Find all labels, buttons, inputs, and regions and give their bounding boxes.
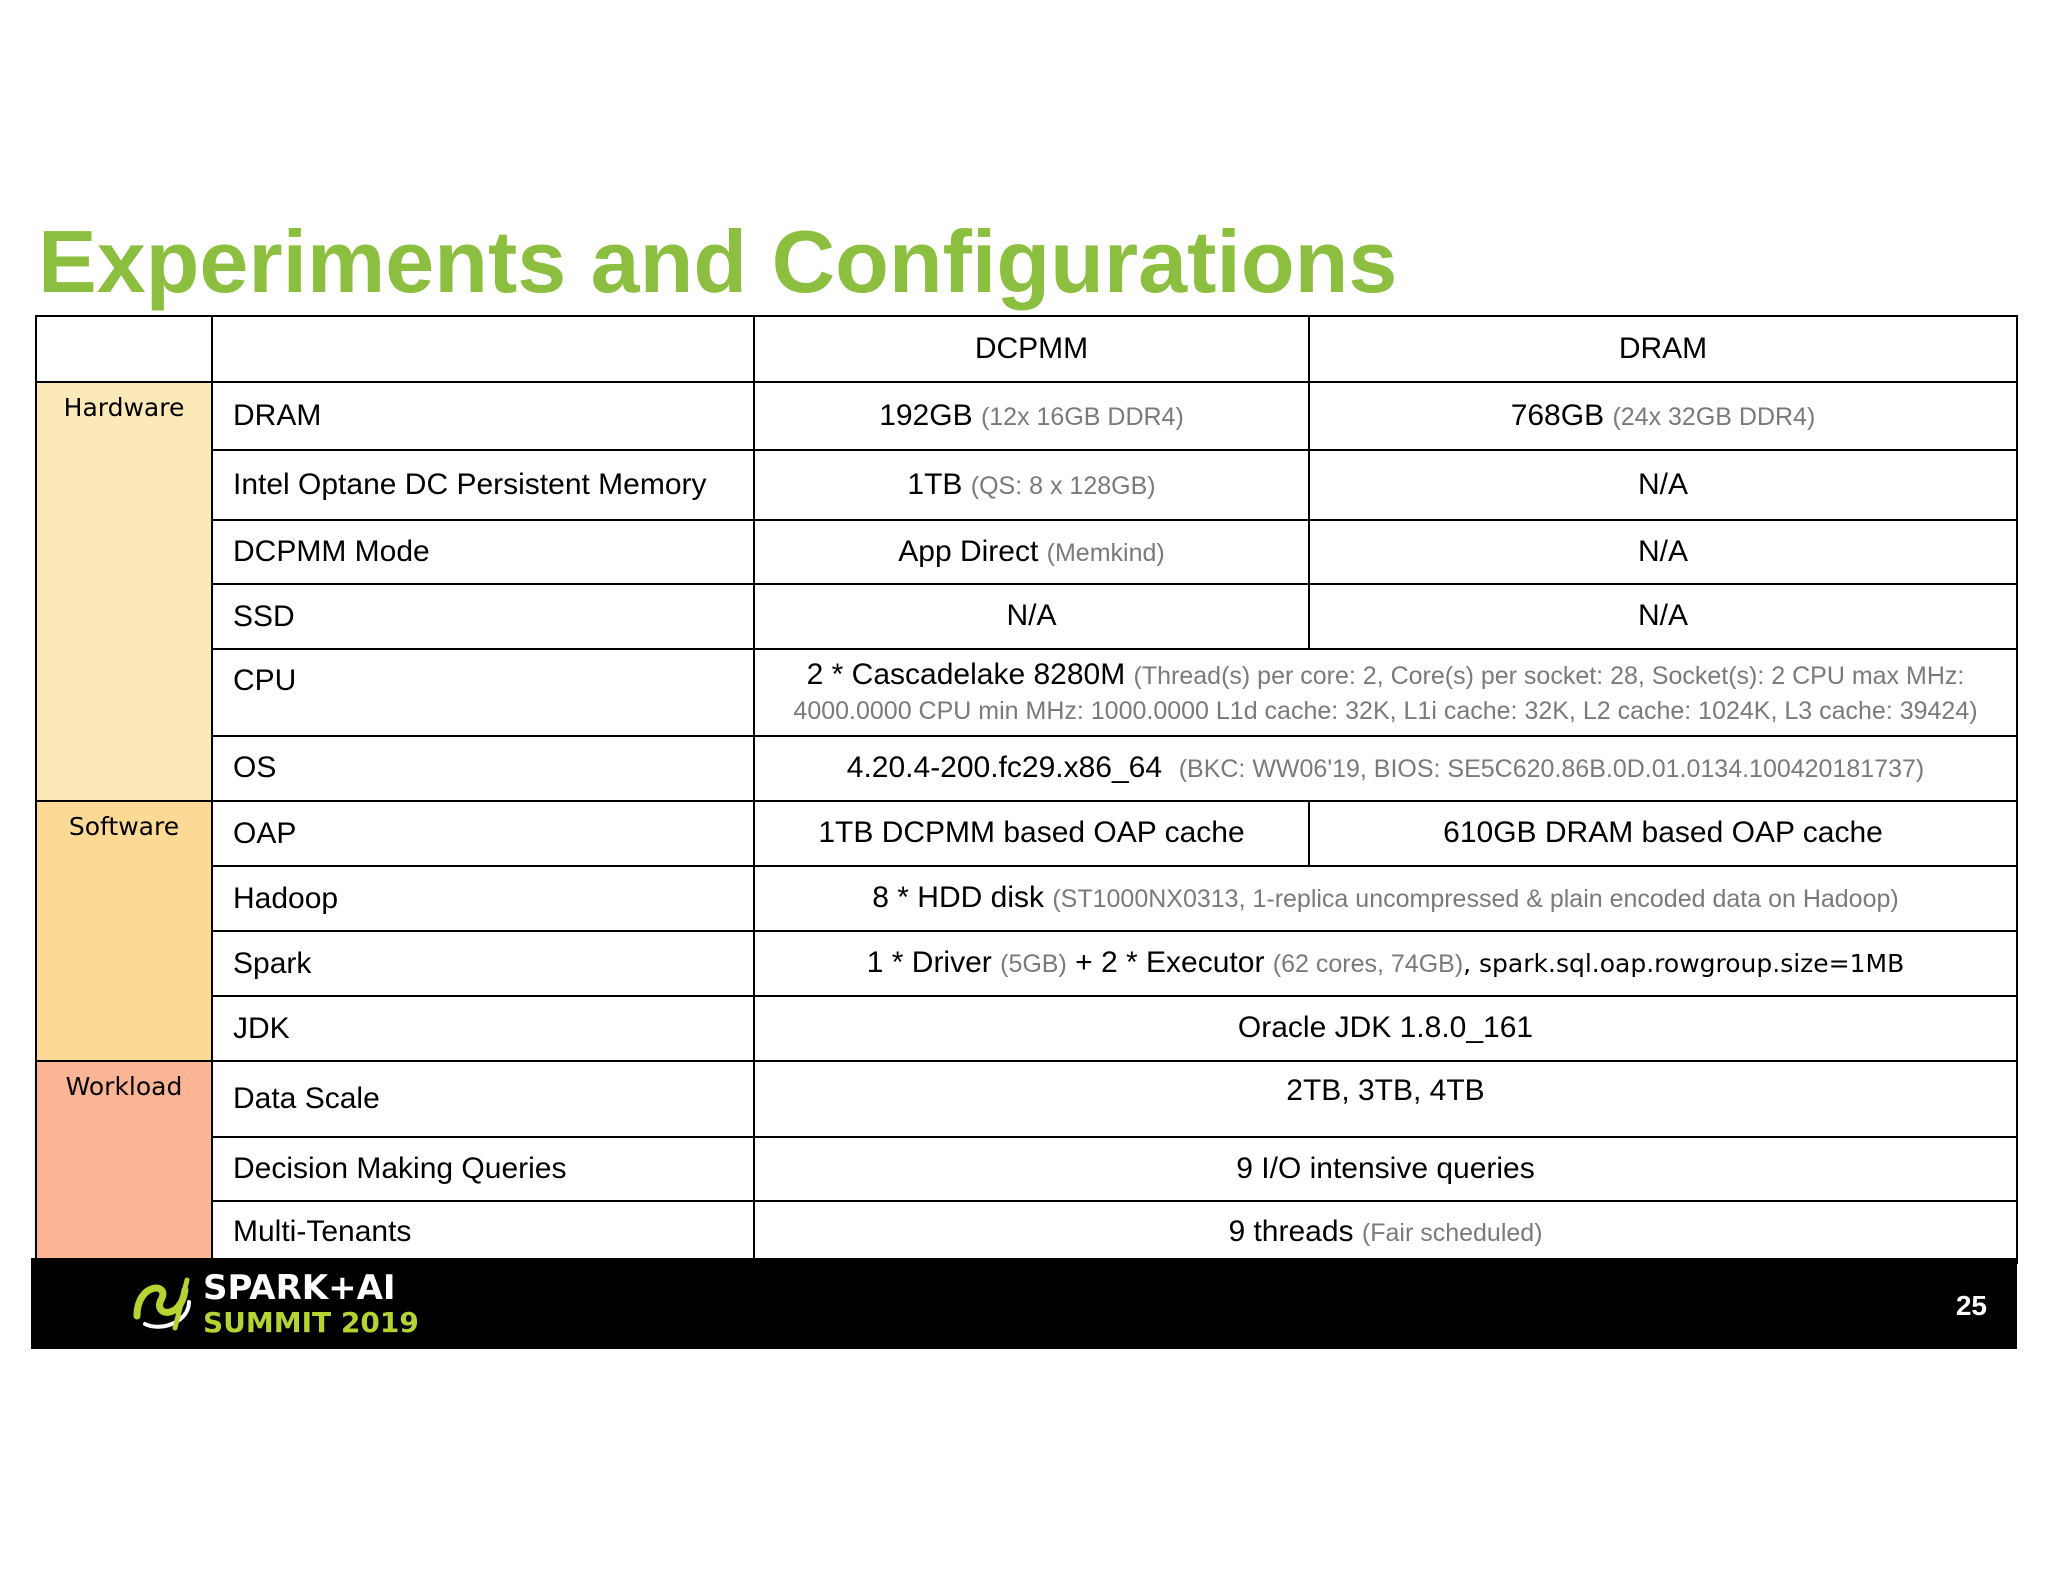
value-note: (Fair scheduled)	[1361, 1218, 1543, 1247]
value-config: , spark.sql.oap.rowgroup.size=1MB	[1463, 949, 1905, 979]
value-optane-dram: N/A	[1309, 450, 2017, 520]
category-workload: Workload	[36, 1061, 212, 1263]
row-os	[36, 736, 2017, 801]
row-oap	[36, 801, 2017, 866]
spark-ai-summit-logo-icon	[131, 1272, 195, 1339]
value-spark	[754, 931, 2017, 996]
value-note: (Thread(s) per core: 2, Core(s) per socket: 28, Socket(s): 2 CPU max MHz: 4000.0000 CPU min MHz: 1000.0000 L1d cache: 32K, L1i cache: 32K, L2 cache: 1024K, L3 cache: 39424)	[793, 662, 1978, 725]
value-main: 768GB	[1510, 398, 1605, 432]
value-mode-dram: N/A	[1309, 520, 2017, 584]
value-note: (BKC: WW06'19, BIOS: SE5C620.86B.0D.01.0134.100420181737)	[1178, 755, 1925, 784]
value-note: (24x 32GB DDR4)	[1612, 402, 1816, 431]
label-dram: DRAM	[212, 382, 754, 450]
header-empty-1	[36, 316, 212, 382]
category-software: Software	[36, 801, 212, 1061]
row-spark	[36, 931, 2017, 996]
value-os	[754, 736, 2017, 801]
row-jdk	[36, 996, 2017, 1061]
table-header-row	[36, 316, 2017, 382]
value-oap-dram: 610GB DRAM based OAP cache	[1309, 801, 2017, 866]
label-optane: Intel Optane DC Persistent Memory	[212, 450, 754, 520]
page-number: 25	[1955, 1290, 1987, 1321]
row-cpu	[36, 649, 2017, 736]
value-ssd-dram: N/A	[1309, 584, 2017, 649]
value-main: + 2 * Executor	[1075, 946, 1265, 980]
value-main: 2 * Cascadelake 8280M	[806, 658, 1126, 691]
label-os: OS	[212, 736, 754, 801]
label-spark: Spark	[212, 931, 754, 996]
value-cpu	[754, 649, 2017, 736]
value-note: (12x 16GB DDR4)	[980, 402, 1184, 431]
logo-text-summit: SUMMIT 2019	[203, 1306, 419, 1339]
value-data-scale: 2TB, 3TB, 4TB	[754, 1061, 2017, 1137]
value-main: 1 * Driver	[866, 946, 992, 980]
value-queries: 9 I/O intensive queries	[754, 1137, 2017, 1201]
header-dram: DRAM	[1309, 316, 2017, 382]
category-hardware: Hardware	[36, 382, 212, 801]
label-tenants: Multi-Tenants	[212, 1201, 754, 1263]
value-tenants	[754, 1201, 2017, 1263]
value-note: (5GB)	[1000, 950, 1067, 979]
label-ssd: SSD	[212, 584, 754, 649]
footer-bar	[31, 1258, 2017, 1349]
label-oap: OAP	[212, 801, 754, 866]
value-main: 4.20.4-200.fc29.x86_64	[846, 751, 1163, 785]
row-data-scale	[36, 1061, 2017, 1137]
row-dcpmm-mode	[36, 520, 2017, 584]
row-queries	[36, 1137, 2017, 1201]
value-dram-dram	[1309, 382, 2017, 450]
value-jdk: Oracle JDK 1.8.0_161	[754, 996, 2017, 1061]
row-hadoop	[36, 866, 2017, 931]
header-empty-2	[212, 316, 754, 382]
label-queries: Decision Making Queries	[212, 1137, 754, 1201]
label-hadoop: Hadoop	[212, 866, 754, 931]
logo-text-spark-ai: SPARK+AI	[203, 1268, 396, 1308]
label-jdk: JDK	[212, 996, 754, 1061]
value-main: App Direct	[898, 534, 1039, 568]
row-ssd	[36, 584, 2017, 649]
value-ssd-dcpmm: N/A	[754, 584, 1309, 649]
value-main: 192GB	[879, 398, 973, 432]
value-mode-dcpmm	[754, 520, 1309, 584]
label-dcpmm-mode: DCPMM Mode	[212, 520, 754, 584]
value-main: 8 * HDD disk	[872, 881, 1044, 915]
row-tenants	[36, 1201, 2017, 1263]
value-note: (Memkind)	[1046, 538, 1165, 567]
value-note: (62 cores, 74GB)	[1272, 950, 1464, 979]
label-cpu: CPU	[212, 649, 754, 736]
row-dram	[36, 382, 2017, 450]
value-main: 1TB	[907, 467, 963, 501]
row-optane	[36, 450, 2017, 520]
value-note: (ST1000NX0313, 1-replica uncompressed & plain encoded data on Hadoop)	[1052, 885, 1899, 914]
value-oap-dcpmm: 1TB DCPMM based OAP cache	[754, 801, 1309, 866]
value-main: 9 threads	[1228, 1214, 1354, 1248]
label-data-scale: Data Scale	[212, 1061, 754, 1137]
value-optane-dcpmm	[754, 450, 1309, 520]
value-dram-dcpmm	[754, 382, 1309, 450]
slide-title: Experiments and Configurations	[38, 212, 1398, 311]
header-dcpmm: DCPMM	[754, 316, 1309, 382]
value-hadoop	[754, 866, 2017, 931]
config-table	[35, 315, 2018, 1264]
value-note: (QS: 8 x 128GB)	[970, 471, 1156, 500]
